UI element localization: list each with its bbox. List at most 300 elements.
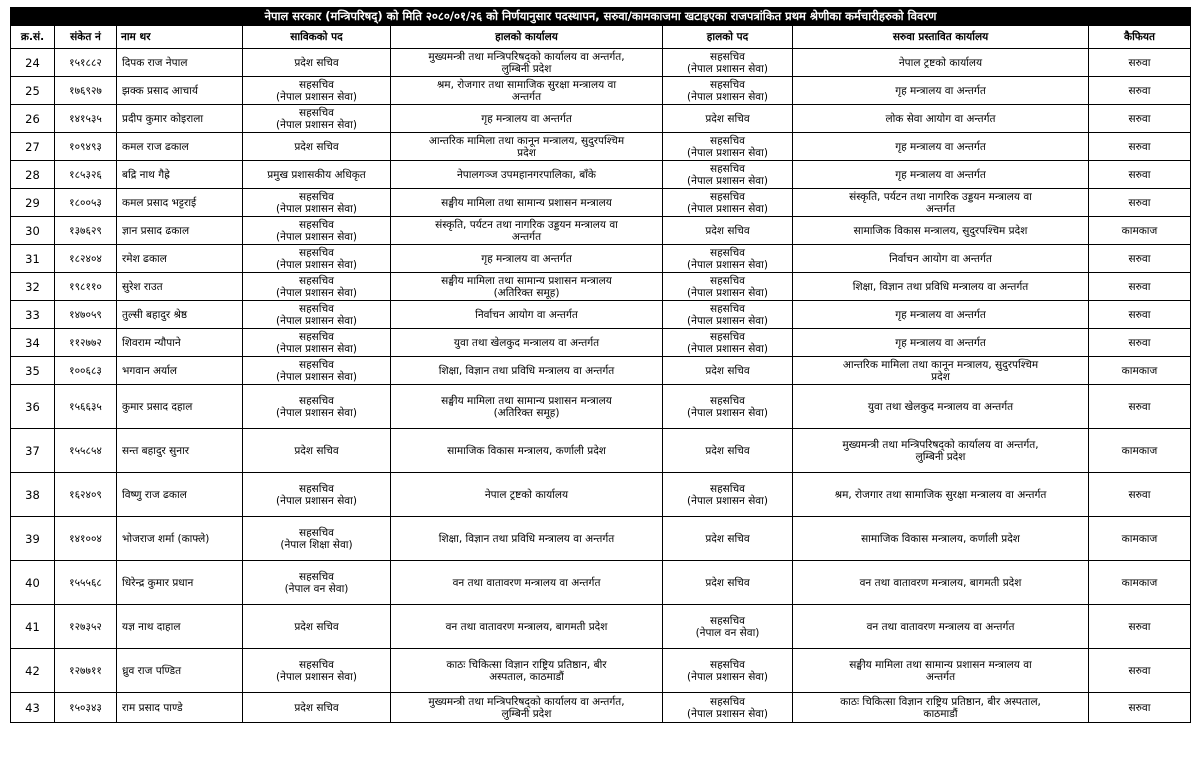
cell-code: १२७३५२ <box>55 605 117 649</box>
cell-prev-post-line: प्रदेश सचिव <box>294 620 339 633</box>
cell-prev-post <box>243 301 391 329</box>
cell-prev-post <box>243 693 391 723</box>
cell-prev-post-line: सहसचिव <box>299 330 334 343</box>
cell-current-post <box>663 517 793 561</box>
cell-current-office-line: लुम्बिनी प्रदेश <box>501 62 552 75</box>
cell-current-office <box>391 329 663 357</box>
cell-current-office-line: सङ्घीय मामिला तथा सामान्य प्रशासन मन्त्रालय <box>441 274 612 287</box>
cell-current-post-line: सहसचिव <box>710 50 745 63</box>
cell-prev-post <box>243 105 391 133</box>
cell-current-office <box>391 161 663 189</box>
cell-current-post <box>663 245 793 273</box>
cell-code: १८५३२६ <box>55 161 117 189</box>
table-row <box>11 517 1191 561</box>
cell-current-office-line: अन्तर्गत <box>511 230 542 243</box>
cell-current-post-line: सहसचिव <box>710 246 745 259</box>
cell-current-post-line: प्रदेश सचिव <box>705 532 750 545</box>
cell-proposed-office <box>793 473 1089 517</box>
cell-current-office <box>391 273 663 301</box>
cell-remark: सरुवा <box>1089 473 1191 517</box>
cell-prev-post-line: सहसचिव <box>299 526 334 539</box>
cell-prev-post-line: (नेपाल प्रशासन सेवा) <box>276 314 357 327</box>
cell-proposed-office-line: संस्कृति, पर्यटन तथा नागरिक उड्डयन मन्त्रालय वा <box>849 190 1032 203</box>
cell-code: १००६८३ <box>55 357 117 385</box>
cell-prev-post-line: सहसचिव <box>299 358 334 371</box>
cell-prev-post-line: सहसचिव <box>299 106 334 119</box>
cell-current-post-line: सहसचिव <box>710 394 745 407</box>
cell-name: तुल्सी बहादुर श्रेष्ठ <box>117 301 243 329</box>
cell-prev-post-line: (नेपाल प्रशासन सेवा) <box>276 230 357 243</box>
cell-current-post <box>663 385 793 429</box>
cell-proposed-office <box>793 649 1089 693</box>
cell-current-office-line: (अतिरिक्त समूह) <box>493 286 560 299</box>
cell-code: १५५५६८ <box>55 561 117 605</box>
cell-prev-post-line: (नेपाल वन सेवा) <box>284 582 349 595</box>
cell-current-post <box>663 693 793 723</box>
cell-name: बद्रि नाथ गैह्रे <box>117 161 243 189</box>
cell-proposed-office-line: शिक्षा, विज्ञान तथा प्रविधि मन्त्रालय वा अन्तर्गत <box>852 280 1029 293</box>
cell-current-post-line: सहसचिव <box>710 274 745 287</box>
cell-prev-post-line: (नेपाल प्रशासन सेवा) <box>276 258 357 271</box>
cell-current-post-line: (नेपाल प्रशासन सेवा) <box>687 286 768 299</box>
cell-current-post-line: (नेपाल प्रशासन सेवा) <box>687 406 768 419</box>
cell-proposed-office <box>793 161 1089 189</box>
cell-current-post-line: (नेपाल प्रशासन सेवा) <box>687 670 768 683</box>
cell-prev-post <box>243 429 391 473</box>
cell-remark: सरुवा <box>1089 77 1191 105</box>
cell-prev-post-line: प्रदेश सचिव <box>294 701 339 714</box>
cell-prev-post <box>243 517 391 561</box>
cell-proposed-office <box>793 133 1089 161</box>
cell-proposed-office-line: गृह मन्त्रालय वा अन्तर्गत <box>895 308 986 321</box>
cell-current-post-line: सहसचिव <box>710 614 745 627</box>
cell-proposed-office-line: सामाजिक विकास मन्त्रालय, कर्णाली प्रदेश <box>861 532 1020 545</box>
cell-current-post-line: (नेपाल प्रशासन सेवा) <box>687 202 768 215</box>
cell-code: १६२४०९ <box>55 473 117 517</box>
cell-remark: सरुवा <box>1089 49 1191 77</box>
cell-remark: सरुवा <box>1089 301 1191 329</box>
cell-remark: सरुवा <box>1089 133 1191 161</box>
cell-proposed-office-line: वन तथा वातावरण मन्त्रालय, बागमती प्रदेश <box>859 576 1022 589</box>
cell-current-office-line: गृह मन्त्रालय वा अन्तर्गत <box>481 252 572 265</box>
cell-proposed-office-line: प्रदेश <box>931 370 950 383</box>
cell-proposed-office <box>793 301 1089 329</box>
cell-current-post-line: प्रदेश सचिव <box>705 576 750 589</box>
cell-current-office <box>391 429 663 473</box>
cell-proposed-office-line: गृह मन्त्रालय वा अन्तर्गत <box>895 84 986 97</box>
cell-current-office-line: नेपालगञ्ज उपमहानगरपालिका, बाँके <box>456 168 596 181</box>
cell-current-post <box>663 301 793 329</box>
cell-current-post-line: सहसचिव <box>710 134 745 147</box>
cell-current-post <box>663 273 793 301</box>
cell-name: राम प्रसाद पाण्डे <box>117 693 243 723</box>
cell-current-office-line: लुम्बिनी प्रदेश <box>501 707 552 720</box>
cell-current-office-line: संस्कृति, पर्यटन तथा नागरिक उड्डयन मन्त्रालय वा <box>435 218 618 231</box>
table-row <box>11 649 1191 693</box>
cell-prev-post <box>243 273 391 301</box>
cell-code: १२७७११ <box>55 649 117 693</box>
cell-prev-post-line: सहसचिव <box>299 78 334 91</box>
cell-code: १४७०५९ <box>55 301 117 329</box>
cell-code: १८२४०४ <box>55 245 117 273</box>
cell-proposed-office-line: काठमाडौं <box>923 707 958 720</box>
table-row <box>11 105 1191 133</box>
table-body <box>11 49 1191 723</box>
cell-prev-post-line: (नेपाल प्रशासन सेवा) <box>276 90 357 103</box>
cell-current-office-line: वन तथा वातावरण मन्त्रालय, बागमती प्रदेश <box>445 620 608 633</box>
cell-prev-post-line: सहसचिव <box>299 302 334 315</box>
cell-prev-post-line: (नेपाल शिक्षा सेवा) <box>280 538 353 551</box>
cell-sn: 28 <box>11 161 55 189</box>
col-header-name: नाम थर <box>117 26 243 49</box>
cell-prev-post <box>243 357 391 385</box>
cell-prev-post <box>243 161 391 189</box>
cell-prev-post <box>243 133 391 161</box>
cell-current-post-line: (नेपाल प्रशासन सेवा) <box>687 146 768 159</box>
cell-prev-post <box>243 605 391 649</box>
cell-sn: 26 <box>11 105 55 133</box>
cell-current-post-line: सहसचिव <box>710 658 745 671</box>
cell-prev-post-line: सहसचिव <box>299 394 334 407</box>
cell-current-office-line: श्रम, रोजगार तथा सामाजिक सुरक्षा मन्त्रालय वा <box>436 78 617 91</box>
cell-prev-post-line: सहसचिव <box>299 246 334 259</box>
table-row <box>11 273 1191 301</box>
cell-sn: 33 <box>11 301 55 329</box>
cell-code: १०९४९३ <box>55 133 117 161</box>
cell-current-post <box>663 189 793 217</box>
cell-current-post-line: सहसचिव <box>710 695 745 708</box>
cell-sn: 32 <box>11 273 55 301</box>
cell-current-post-line: सहसचिव <box>710 190 745 203</box>
cell-name: धिरेन्द्र कुमार प्रधान <box>117 561 243 605</box>
cell-remark: सरुवा <box>1089 329 1191 357</box>
cell-proposed-office <box>793 429 1089 473</box>
cell-sn: 38 <box>11 473 55 517</box>
cell-remark: कामकाज <box>1089 357 1191 385</box>
cell-proposed-office <box>793 605 1089 649</box>
cell-code: १५५८५४ <box>55 429 117 473</box>
col-header-code: संकेत नं <box>55 26 117 49</box>
cell-current-office <box>391 561 663 605</box>
cell-prev-post-line: सहसचिव <box>299 658 334 671</box>
cell-current-office-line: अस्पताल, काठमाडौं <box>489 670 564 683</box>
cell-prev-post-line: सहसचिव <box>299 274 334 287</box>
cell-remark: सरुवा <box>1089 161 1191 189</box>
cell-current-post-line: (नेपाल प्रशासन सेवा) <box>687 90 768 103</box>
cell-prev-post-line: प्रदेश सचिव <box>294 444 339 457</box>
cell-sn: 30 <box>11 217 55 245</box>
cell-current-office-line: निर्वाचन आयोग वा अन्तर्गत <box>475 308 578 321</box>
cell-name: शिवराम न्यौपाने <box>117 329 243 357</box>
cell-proposed-office <box>793 385 1089 429</box>
cell-current-office <box>391 77 663 105</box>
cell-current-post-line: (नेपाल प्रशासन सेवा) <box>687 62 768 75</box>
cell-prev-post-line: प्रदेश सचिव <box>294 56 339 69</box>
cell-proposed-office <box>793 189 1089 217</box>
cell-proposed-office <box>793 105 1089 133</box>
cell-current-office-line: आन्तरिक मामिला तथा कानून मन्त्रालय, सुदुरपश्चिम <box>428 134 625 147</box>
cell-name: प्रदीप कुमार कोइराला <box>117 105 243 133</box>
transfer-table <box>10 7 1191 723</box>
cell-name: रमेश ढकाल <box>117 245 243 273</box>
cell-prev-post <box>243 561 391 605</box>
cell-name: यज्ञ नाथ दाहाल <box>117 605 243 649</box>
cell-prev-post <box>243 329 391 357</box>
cell-prev-post-line: प्रदेश सचिव <box>294 140 339 153</box>
cell-prev-post-line: सहसचिव <box>299 190 334 203</box>
cell-prev-post-line: (नेपाल प्रशासन सेवा) <box>276 118 357 131</box>
cell-prev-post-line: सहसचिव <box>299 218 334 231</box>
cell-proposed-office <box>793 517 1089 561</box>
table-row <box>11 605 1191 649</box>
cell-current-post <box>663 105 793 133</box>
cell-code: १३७६२९ <box>55 217 117 245</box>
cell-current-office-line: सङ्घीय मामिला तथा सामान्य प्रशासन मन्त्रालय <box>441 196 612 209</box>
cell-current-post-line: सहसचिव <box>710 330 745 343</box>
cell-current-office <box>391 301 663 329</box>
cell-current-office-line: शिक्षा, विज्ञान तथा प्रविधि मन्त्रालय वा अन्तर्गत <box>438 364 615 377</box>
cell-name: सुरेश राउत <box>117 273 243 301</box>
cell-current-post-line: (नेपाल प्रशासन सेवा) <box>687 707 768 720</box>
cell-sn: 41 <box>11 605 55 649</box>
cell-current-post-line: सहसचिव <box>710 482 745 495</box>
cell-name: ध्रुव राज पण्डित <box>117 649 243 693</box>
cell-current-office <box>391 649 663 693</box>
cell-proposed-office <box>793 329 1089 357</box>
cell-prev-post <box>243 49 391 77</box>
cell-current-post-line: (नेपाल प्रशासन सेवा) <box>687 174 768 187</box>
cell-code: १५१८८२ <box>55 49 117 77</box>
cell-current-post <box>663 161 793 189</box>
cell-code: १७६९२७ <box>55 77 117 105</box>
cell-sn: 42 <box>11 649 55 693</box>
cell-name: कुमार प्रसाद दहाल <box>117 385 243 429</box>
cell-name: झक्क प्रसाद आचार्य <box>117 77 243 105</box>
cell-sn: 29 <box>11 189 55 217</box>
cell-remark: सरुवा <box>1089 189 1191 217</box>
cell-sn: 31 <box>11 245 55 273</box>
cell-remark: सरुवा <box>1089 693 1191 723</box>
cell-code: १४१००४ <box>55 517 117 561</box>
cell-proposed-office-line: मुख्यमन्त्री तथा मन्त्रिपरिषद्को कार्यालय वा अन्तर्गत, <box>842 438 1039 451</box>
cell-code: १५६६३५ <box>55 385 117 429</box>
cell-proposed-office-line: सङ्घीय मामिला तथा सामान्य प्रशासन मन्त्रालय वा <box>849 658 1032 671</box>
cell-current-post-line: प्रदेश सचिव <box>705 112 750 125</box>
cell-code: १५०३४३ <box>55 693 117 723</box>
cell-name: विष्णु राज ढकाल <box>117 473 243 517</box>
cell-proposed-office-line: निर्वाचन आयोग वा अन्तर्गत <box>889 252 992 265</box>
cell-current-post-line: (नेपाल वन सेवा) <box>695 626 760 639</box>
cell-proposed-office-line: अन्तर्गत <box>925 670 956 683</box>
cell-current-post <box>663 77 793 105</box>
cell-current-office-line: युवा तथा खेलकुद मन्त्रालय वा अन्तर्गत <box>453 336 600 349</box>
document-title: नेपाल सरकार (मन्त्रिपरिषद्) को मिति २०८०/०१/२६ को निर्णयानुसार पदस्थापन, सरुवा/कामकाजमा खटाइएका राजपत्रांकित प्रथम श्रेणीका कर्मचारीहरुको विवरण <box>11 8 1191 26</box>
cell-name: दिपक राज नेपाल <box>117 49 243 77</box>
cell-current-post-line: (नेपाल प्रशासन सेवा) <box>687 314 768 327</box>
cell-sn: 35 <box>11 357 55 385</box>
table-row <box>11 385 1191 429</box>
cell-proposed-office-line: गृह मन्त्रालय वा अन्तर्गत <box>895 336 986 349</box>
cell-proposed-office <box>793 217 1089 245</box>
cell-current-office-line: काठः चिकित्सा विज्ञान राष्ट्रिय प्रतिष्ठान, बीर <box>446 658 607 671</box>
cell-sn: 24 <box>11 49 55 77</box>
table-row <box>11 245 1191 273</box>
table-row <box>11 693 1191 723</box>
cell-proposed-office-line: गृह मन्त्रालय वा अन्तर्गत <box>895 140 986 153</box>
col-header-current-office: हालको कार्यालय <box>391 26 663 49</box>
cell-current-office <box>391 385 663 429</box>
cell-proposed-office-line: लोक सेवा आयोग वा अन्तर्गत <box>885 112 996 125</box>
cell-prev-post <box>243 217 391 245</box>
cell-current-office <box>391 245 663 273</box>
cell-prev-post-line: सहसचिव <box>299 570 334 583</box>
cell-current-office <box>391 217 663 245</box>
cell-current-post <box>663 649 793 693</box>
cell-prev-post-line: (नेपाल प्रशासन सेवा) <box>276 202 357 215</box>
cell-name: भोजराज शर्मा (काफ्ले) <box>117 517 243 561</box>
cell-current-post <box>663 217 793 245</box>
cell-prev-post-line: (नेपाल प्रशासन सेवा) <box>276 370 357 383</box>
cell-sn: 34 <box>11 329 55 357</box>
cell-name: भगवान अर्याल <box>117 357 243 385</box>
cell-current-post-line: सहसचिव <box>710 78 745 91</box>
cell-current-office-line: प्रदेश <box>517 146 536 159</box>
cell-prev-post <box>243 77 391 105</box>
col-header-sn: क्र.सं. <box>11 26 55 49</box>
cell-current-office <box>391 105 663 133</box>
cell-current-post <box>663 49 793 77</box>
header-row <box>11 26 1191 49</box>
cell-name: सन्त बहादुर सुनार <box>117 429 243 473</box>
cell-current-office-line: सङ्घीय मामिला तथा सामान्य प्रशासन मन्त्रालय <box>441 394 612 407</box>
cell-proposed-office-line: आन्तरिक मामिला तथा कानून मन्त्रालय, सुदुरपश्चिम <box>842 358 1039 371</box>
cell-proposed-office-line: गृह मन्त्रालय वा अन्तर्गत <box>895 168 986 181</box>
cell-current-post <box>663 429 793 473</box>
cell-code: ११२७७२ <box>55 329 117 357</box>
transfer-document <box>10 7 1190 723</box>
cell-sn: 37 <box>11 429 55 473</box>
cell-current-office-line: गृह मन्त्रालय वा अन्तर्गत <box>481 112 572 125</box>
cell-sn: 27 <box>11 133 55 161</box>
cell-current-office <box>391 605 663 649</box>
cell-current-office-line: वन तथा वातावरण मन्त्रालय वा अन्तर्गत <box>452 576 601 589</box>
cell-proposed-office <box>793 245 1089 273</box>
table-row <box>11 473 1191 517</box>
cell-sn: 36 <box>11 385 55 429</box>
cell-current-post-line: प्रदेश सचिव <box>705 364 750 377</box>
cell-code: १४१५३५ <box>55 105 117 133</box>
cell-prev-post-line: सहसचिव <box>299 482 334 495</box>
cell-code: १८००५३ <box>55 189 117 217</box>
cell-current-office <box>391 693 663 723</box>
cell-remark: सरुवा <box>1089 273 1191 301</box>
cell-remark: कामकाज <box>1089 429 1191 473</box>
cell-current-office-line: सामाजिक विकास मन्त्रालय, कर्णाली प्रदेश <box>447 444 606 457</box>
cell-current-office-line: अन्तर्गत <box>511 90 542 103</box>
cell-current-office-line: नेपाल ट्रष्टको कार्यालय <box>484 488 569 501</box>
cell-proposed-office-line: अन्तर्गत <box>925 202 956 215</box>
cell-prev-post-line: (नेपाल प्रशासन सेवा) <box>276 406 357 419</box>
cell-prev-post <box>243 189 391 217</box>
cell-current-post <box>663 561 793 605</box>
table-row <box>11 329 1191 357</box>
cell-prev-post <box>243 245 391 273</box>
cell-current-post <box>663 605 793 649</box>
col-header-proposed-office: सरुवा प्रस्तावित कार्यालय <box>793 26 1089 49</box>
table-row <box>11 77 1191 105</box>
cell-prev-post-line: (नेपाल प्रशासन सेवा) <box>276 494 357 507</box>
cell-current-office <box>391 517 663 561</box>
cell-prev-post-line: (नेपाल प्रशासन सेवा) <box>276 342 357 355</box>
table-row <box>11 217 1191 245</box>
cell-code: १९८११० <box>55 273 117 301</box>
cell-prev-post-line: (नेपाल प्रशासन सेवा) <box>276 670 357 683</box>
cell-remark: सरुवा <box>1089 385 1191 429</box>
cell-prev-post <box>243 649 391 693</box>
table-row <box>11 429 1191 473</box>
cell-remark: कामकाज <box>1089 561 1191 605</box>
col-header-current-post: हालको पद <box>663 26 793 49</box>
cell-current-office <box>391 133 663 161</box>
cell-sn: 43 <box>11 693 55 723</box>
cell-proposed-office <box>793 273 1089 301</box>
cell-prev-post-line: (नेपाल प्रशासन सेवा) <box>276 286 357 299</box>
cell-current-office-line: (अतिरिक्त समूह) <box>493 406 560 419</box>
cell-remark: कामकाज <box>1089 217 1191 245</box>
cell-proposed-office <box>793 357 1089 385</box>
cell-name: कमल राज ढकाल <box>117 133 243 161</box>
table-row <box>11 133 1191 161</box>
table-row <box>11 49 1191 77</box>
cell-prev-post <box>243 473 391 517</box>
cell-remark: सरुवा <box>1089 649 1191 693</box>
cell-proposed-office-line: युवा तथा खेलकुद मन्त्रालय वा अन्तर्गत <box>867 400 1014 413</box>
cell-proposed-office-line: काठः चिकित्सा विज्ञान राष्ट्रिय प्रतिष्ठान, बीर अस्पताल, <box>840 695 1041 708</box>
cell-current-post-line: सहसचिव <box>710 162 745 175</box>
cell-current-office <box>391 473 663 517</box>
cell-proposed-office-line: नेपाल ट्रष्टको कार्यालय <box>898 56 983 69</box>
cell-current-post-line: (नेपाल प्रशासन सेवा) <box>687 342 768 355</box>
cell-proposed-office <box>793 49 1089 77</box>
cell-remark: सरुवा <box>1089 605 1191 649</box>
cell-current-post <box>663 473 793 517</box>
cell-current-post-line: (नेपाल प्रशासन सेवा) <box>687 258 768 271</box>
cell-sn: 39 <box>11 517 55 561</box>
cell-current-post-line: प्रदेश सचिव <box>705 224 750 237</box>
cell-name: कमल प्रसाद भट्टराई <box>117 189 243 217</box>
cell-current-post-line: प्रदेश सचिव <box>705 444 750 457</box>
cell-current-office <box>391 49 663 77</box>
cell-remark: सरुवा <box>1089 245 1191 273</box>
table-row <box>11 561 1191 605</box>
cell-current-post-line: (नेपाल प्रशासन सेवा) <box>687 494 768 507</box>
cell-proposed-office-line: वन तथा वातावरण मन्त्रालय वा अन्तर्गत <box>866 620 1015 633</box>
cell-current-post <box>663 133 793 161</box>
cell-current-office-line: मुख्यमन्त्री तथा मन्त्रिपरिषद्को कार्यालय वा अन्तर्गत, <box>428 50 625 63</box>
cell-current-post <box>663 329 793 357</box>
cell-prev-post <box>243 385 391 429</box>
cell-proposed-office <box>793 561 1089 605</box>
cell-current-office-line: शिक्षा, विज्ञान तथा प्रविधि मन्त्रालय वा अन्तर्गत <box>438 532 615 545</box>
cell-proposed-office-line: सामाजिक विकास मन्त्रालय, सुदुरपश्चिम प्रदेश <box>853 224 1028 237</box>
cell-current-post <box>663 357 793 385</box>
cell-current-office <box>391 189 663 217</box>
col-header-prev-post: साविकको पद <box>243 26 391 49</box>
table-row <box>11 301 1191 329</box>
cell-prev-post-line: प्रमुख प्रशासकीय अधिकृत <box>267 168 366 181</box>
col-header-remark: कैफियत <box>1089 26 1191 49</box>
cell-sn: 40 <box>11 561 55 605</box>
